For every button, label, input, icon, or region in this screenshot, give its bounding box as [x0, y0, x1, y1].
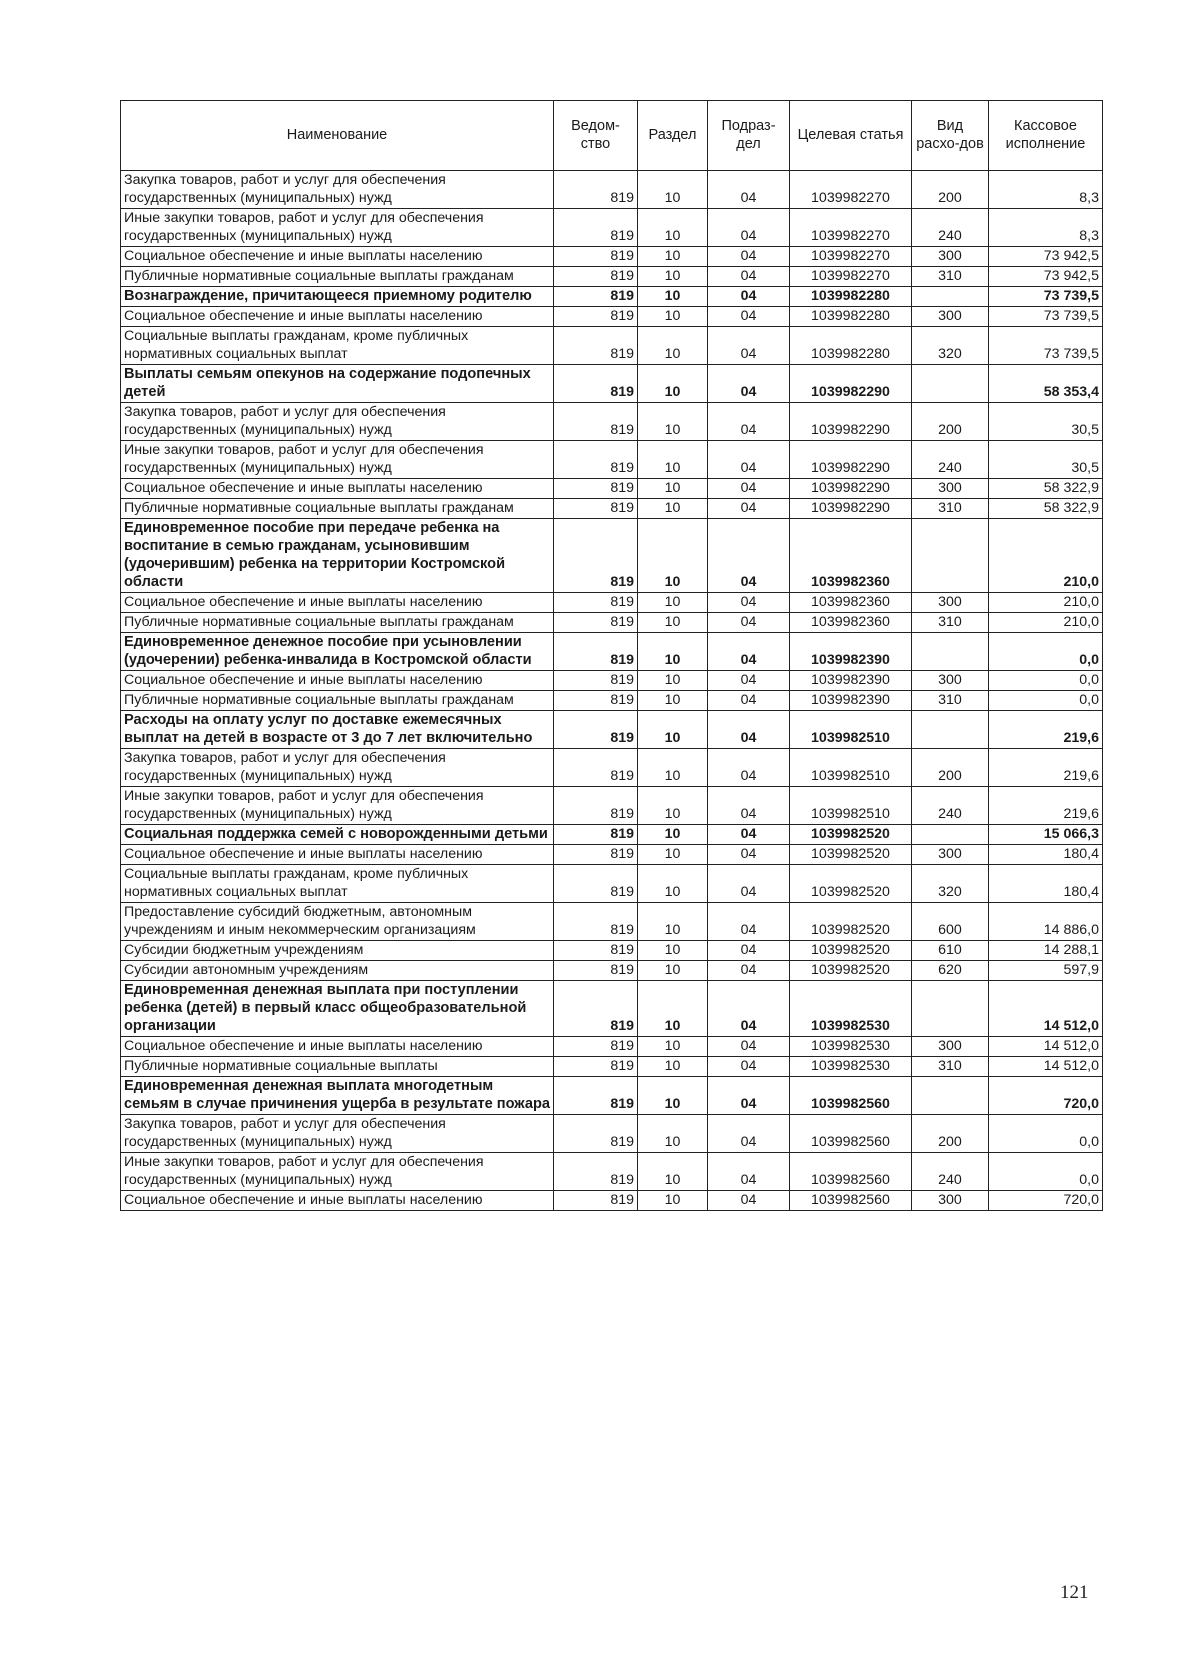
cell-dept: 819: [554, 327, 638, 365]
cell-amount: 14 512,0: [989, 981, 1103, 1037]
cell-dept: 819: [554, 1077, 638, 1115]
cell-subsection: 04: [708, 287, 790, 307]
cell-type: 240: [912, 441, 989, 479]
cell-type: [912, 825, 989, 845]
table-row: [121, 941, 1103, 961]
cell-target: 1039982270: [790, 209, 912, 247]
cell-section: 10: [638, 499, 708, 519]
cell-subsection: 04: [708, 845, 790, 865]
cell-name: Единовременная денежная выплата многодетным семьям в случае причинения ущерба в результате пожара: [121, 1077, 554, 1115]
cell-type: 310: [912, 613, 989, 633]
cell-dept: 819: [554, 287, 638, 307]
table-row: [121, 711, 1103, 749]
cell-name: Публичные нормативные социальные выплаты гражданам: [121, 613, 554, 633]
table-row: [121, 209, 1103, 247]
cell-dept: 819: [554, 365, 638, 403]
cell-section: 10: [638, 327, 708, 365]
table-row: [121, 691, 1103, 711]
cell-amount: 720,0: [989, 1077, 1103, 1115]
cell-dept: 819: [554, 903, 638, 941]
cell-type: 300: [912, 1191, 989, 1211]
cell-target: 1039982280: [790, 287, 912, 307]
cell-subsection: 04: [708, 981, 790, 1037]
table-row: [121, 287, 1103, 307]
cell-dept: 819: [554, 307, 638, 327]
cell-name: Субсидии бюджетным учреждениям: [121, 941, 554, 961]
cell-type: 620: [912, 961, 989, 981]
cell-target: 1039982520: [790, 903, 912, 941]
cell-amount: 58 353,4: [989, 365, 1103, 403]
cell-target: 1039982560: [790, 1077, 912, 1115]
cell-target: 1039982290: [790, 499, 912, 519]
table-row: [121, 441, 1103, 479]
cell-name: Социальное обеспечение и иные выплаты населению: [121, 307, 554, 327]
cell-section: 10: [638, 365, 708, 403]
table-row: [121, 171, 1103, 209]
cell-subsection: 04: [708, 519, 790, 593]
cell-subsection: 04: [708, 1077, 790, 1115]
cell-type: 240: [912, 787, 989, 825]
cell-type: 300: [912, 479, 989, 499]
cell-section: 10: [638, 403, 708, 441]
cell-section: 10: [638, 247, 708, 267]
cell-section: 10: [638, 845, 708, 865]
header-row: [121, 101, 1103, 171]
cell-type: 300: [912, 1037, 989, 1057]
cell-name: Закупка товаров, работ и услуг для обеспечения государственных (муниципальных) нужд: [121, 1115, 554, 1153]
cell-dept: 819: [554, 961, 638, 981]
cell-name: Выплаты семьям опекунов на содержание подопечных детей: [121, 365, 554, 403]
cell-subsection: 04: [708, 941, 790, 961]
table-row: [121, 825, 1103, 845]
cell-dept: 819: [554, 671, 638, 691]
cell-type: 300: [912, 671, 989, 691]
cell-type: 300: [912, 593, 989, 613]
cell-name: Социальное обеспечение и иные выплаты населению: [121, 593, 554, 613]
cell-amount: 58 322,9: [989, 499, 1103, 519]
cell-section: 10: [638, 1115, 708, 1153]
cell-target: 1039982290: [790, 365, 912, 403]
cell-type: [912, 981, 989, 1037]
cell-dept: 819: [554, 593, 638, 613]
table-row: [121, 593, 1103, 613]
cell-name: Социальное обеспечение и иные выплаты населению: [121, 1191, 554, 1211]
cell-target: 1039982510: [790, 711, 912, 749]
table-header: [121, 101, 1103, 171]
cell-amount: 73 739,5: [989, 287, 1103, 307]
cell-section: 10: [638, 981, 708, 1037]
cell-amount: 210,0: [989, 593, 1103, 613]
cell-dept: 819: [554, 1153, 638, 1191]
cell-amount: 219,6: [989, 787, 1103, 825]
cell-subsection: 04: [708, 787, 790, 825]
budget-execution-table: [120, 100, 1103, 1211]
cell-target: 1039982390: [790, 671, 912, 691]
cell-section: 10: [638, 171, 708, 209]
cell-section: 10: [638, 825, 708, 845]
cell-type: [912, 633, 989, 671]
cell-amount: 14 886,0: [989, 903, 1103, 941]
cell-subsection: 04: [708, 1057, 790, 1077]
cell-type: 300: [912, 307, 989, 327]
cell-subsection: 04: [708, 171, 790, 209]
table-row: [121, 981, 1103, 1037]
cell-dept: 819: [554, 981, 638, 1037]
table-row: [121, 961, 1103, 981]
cell-type: 200: [912, 171, 989, 209]
cell-amount: 73 942,5: [989, 267, 1103, 287]
cell-section: 10: [638, 691, 708, 711]
cell-section: 10: [638, 1191, 708, 1211]
cell-target: 1039982270: [790, 267, 912, 287]
table-row: [121, 903, 1103, 941]
cell-type: [912, 711, 989, 749]
cell-amount: 14 512,0: [989, 1037, 1103, 1057]
cell-name: Социальные выплаты гражданам, кроме публичных нормативных социальных выплат: [121, 865, 554, 903]
cell-section: 10: [638, 633, 708, 671]
cell-dept: 819: [554, 209, 638, 247]
header-section: Раздел: [638, 101, 708, 171]
cell-name: Расходы на оплату услуг по доставке ежемесячных выплат на детей в возрасте от 3 до 7 лет включительно: [121, 711, 554, 749]
table-row: [121, 1115, 1103, 1153]
cell-amount: 0,0: [989, 691, 1103, 711]
cell-dept: 819: [554, 403, 638, 441]
cell-target: 1039982560: [790, 1115, 912, 1153]
cell-subsection: 04: [708, 671, 790, 691]
cell-target: 1039982520: [790, 845, 912, 865]
cell-dept: 819: [554, 711, 638, 749]
cell-type: 200: [912, 403, 989, 441]
cell-target: 1039982280: [790, 327, 912, 365]
cell-subsection: 04: [708, 711, 790, 749]
cell-amount: 14 512,0: [989, 1057, 1103, 1077]
cell-type: [912, 519, 989, 593]
cell-target: 1039982290: [790, 441, 912, 479]
cell-type: [912, 365, 989, 403]
cell-target: 1039982520: [790, 825, 912, 845]
cell-amount: 73 942,5: [989, 247, 1103, 267]
cell-name: Субсидии автономным учреждениям: [121, 961, 554, 981]
cell-name: Закупка товаров, работ и услуг для обеспечения государственных (муниципальных) нужд: [121, 749, 554, 787]
cell-dept: 819: [554, 1057, 638, 1077]
cell-dept: 819: [554, 633, 638, 671]
cell-dept: 819: [554, 247, 638, 267]
cell-name: Публичные нормативные социальные выплаты гражданам: [121, 267, 554, 287]
cell-section: 10: [638, 1077, 708, 1115]
table-row: [121, 865, 1103, 903]
cell-type: 300: [912, 247, 989, 267]
cell-dept: 819: [554, 941, 638, 961]
header-type: Вид расхо-дов: [912, 101, 989, 171]
cell-type: 200: [912, 1115, 989, 1153]
cell-target: 1039982520: [790, 941, 912, 961]
cell-section: 10: [638, 711, 708, 749]
cell-name: Публичные нормативные социальные выплаты: [121, 1057, 554, 1077]
cell-dept: 819: [554, 691, 638, 711]
table-row: [121, 671, 1103, 691]
cell-target: 1039982290: [790, 403, 912, 441]
cell-dept: 819: [554, 845, 638, 865]
cell-subsection: 04: [708, 209, 790, 247]
cell-type: 300: [912, 845, 989, 865]
cell-subsection: 04: [708, 961, 790, 981]
cell-target: 1039982560: [790, 1191, 912, 1211]
cell-dept: 819: [554, 1115, 638, 1153]
header-amount: Кассовое исполнение: [989, 101, 1103, 171]
cell-amount: 0,0: [989, 1153, 1103, 1191]
cell-dept: 819: [554, 441, 638, 479]
cell-section: 10: [638, 941, 708, 961]
cell-subsection: 04: [708, 479, 790, 499]
cell-target: 1039982560: [790, 1153, 912, 1191]
cell-subsection: 04: [708, 327, 790, 365]
cell-section: 10: [638, 865, 708, 903]
table-row: [121, 267, 1103, 287]
header-name: Наименование: [121, 101, 554, 171]
cell-dept: 819: [554, 787, 638, 825]
cell-section: 10: [638, 961, 708, 981]
cell-amount: 14 288,1: [989, 941, 1103, 961]
cell-amount: 73 739,5: [989, 327, 1103, 365]
cell-subsection: 04: [708, 749, 790, 787]
cell-subsection: 04: [708, 865, 790, 903]
cell-subsection: 04: [708, 441, 790, 479]
table-row: [121, 749, 1103, 787]
cell-type: 320: [912, 327, 989, 365]
cell-amount: 73 739,5: [989, 307, 1103, 327]
cell-name: Закупка товаров, работ и услуг для обеспечения государственных (муниципальных) нужд: [121, 171, 554, 209]
cell-section: 10: [638, 441, 708, 479]
cell-subsection: 04: [708, 499, 790, 519]
cell-amount: 597,9: [989, 961, 1103, 981]
cell-amount: 8,3: [989, 171, 1103, 209]
cell-subsection: 04: [708, 903, 790, 941]
cell-target: 1039982280: [790, 307, 912, 327]
cell-amount: 15 066,3: [989, 825, 1103, 845]
table-row: [121, 403, 1103, 441]
cell-subsection: 04: [708, 1037, 790, 1057]
cell-type: 310: [912, 499, 989, 519]
cell-dept: 819: [554, 1037, 638, 1057]
cell-dept: 819: [554, 613, 638, 633]
cell-amount: 30,5: [989, 441, 1103, 479]
cell-dept: 819: [554, 519, 638, 593]
cell-section: 10: [638, 1037, 708, 1057]
cell-section: 10: [638, 479, 708, 499]
cell-dept: 819: [554, 825, 638, 845]
table-row: [121, 307, 1103, 327]
cell-dept: 819: [554, 1191, 638, 1211]
cell-subsection: 04: [708, 267, 790, 287]
cell-name: Социальное обеспечение и иные выплаты населению: [121, 845, 554, 865]
cell-section: 10: [638, 593, 708, 613]
cell-dept: 819: [554, 479, 638, 499]
cell-type: [912, 287, 989, 307]
cell-type: 310: [912, 691, 989, 711]
cell-dept: 819: [554, 171, 638, 209]
cell-name: Иные закупки товаров, работ и услуг для обеспечения государственных (муниципальных) нужд: [121, 441, 554, 479]
cell-section: 10: [638, 209, 708, 247]
table-row: [121, 1191, 1103, 1211]
cell-dept: 819: [554, 749, 638, 787]
cell-section: 10: [638, 1057, 708, 1077]
table-row: [121, 499, 1103, 519]
cell-name: Закупка товаров, работ и услуг для обеспечения государственных (муниципальных) нужд: [121, 403, 554, 441]
cell-amount: 180,4: [989, 865, 1103, 903]
table-row: [121, 479, 1103, 499]
cell-type: 240: [912, 209, 989, 247]
cell-section: 10: [638, 903, 708, 941]
cell-target: 1039982530: [790, 1037, 912, 1057]
table-row: [121, 1077, 1103, 1115]
cell-section: 10: [638, 287, 708, 307]
cell-target: 1039982270: [790, 171, 912, 209]
header-target: Целевая статья: [790, 101, 912, 171]
cell-section: 10: [638, 613, 708, 633]
cell-name: Социальное обеспечение и иные выплаты населению: [121, 1037, 554, 1057]
cell-name: Иные закупки товаров, работ и услуг для обеспечения государственных (муниципальных) нужд: [121, 209, 554, 247]
cell-name: Единовременное пособие при передаче ребенка на воспитание в семью гражданам, усыновившим (удочерившим) ребенка на территории Костромской области: [121, 519, 554, 593]
cell-amount: 0,0: [989, 633, 1103, 671]
cell-subsection: 04: [708, 365, 790, 403]
cell-subsection: 04: [708, 691, 790, 711]
table-row: [121, 845, 1103, 865]
table-row: [121, 365, 1103, 403]
cell-type: 600: [912, 903, 989, 941]
cell-target: 1039982510: [790, 749, 912, 787]
table-row: [121, 787, 1103, 825]
cell-amount: 210,0: [989, 519, 1103, 593]
cell-subsection: 04: [708, 613, 790, 633]
table-row: [121, 613, 1103, 633]
header-subsection: Подраз-дел: [708, 101, 790, 171]
cell-target: 1039982520: [790, 865, 912, 903]
table-row: [121, 633, 1103, 671]
cell-section: 10: [638, 267, 708, 287]
cell-type: [912, 1077, 989, 1115]
cell-dept: 819: [554, 865, 638, 903]
cell-amount: 0,0: [989, 1115, 1103, 1153]
cell-section: 10: [638, 1153, 708, 1191]
cell-subsection: 04: [708, 825, 790, 845]
cell-type: 240: [912, 1153, 989, 1191]
cell-section: 10: [638, 519, 708, 593]
cell-target: 1039982520: [790, 961, 912, 981]
cell-amount: 720,0: [989, 1191, 1103, 1211]
page-number: 121: [1060, 1582, 1089, 1603]
cell-amount: 8,3: [989, 209, 1103, 247]
cell-target: 1039982270: [790, 247, 912, 267]
cell-name: Единовременное денежное пособие при усыновлении (удочерении) ребенка-инвалида в Костромской области: [121, 633, 554, 671]
cell-target: 1039982360: [790, 613, 912, 633]
cell-amount: 219,6: [989, 749, 1103, 787]
table-row: [121, 519, 1103, 593]
cell-section: 10: [638, 749, 708, 787]
table-row: [121, 1057, 1103, 1077]
cell-subsection: 04: [708, 247, 790, 267]
table-row: [121, 327, 1103, 365]
cell-amount: 58 322,9: [989, 479, 1103, 499]
header-dept: Ведом-ство: [554, 101, 638, 171]
cell-name: Социальное обеспечение и иные выплаты населению: [121, 479, 554, 499]
cell-dept: 819: [554, 499, 638, 519]
cell-name: Единовременная денежная выплата при поступлении ребенка (детей) в первый класс общеобразовательной организации: [121, 981, 554, 1037]
cell-target: 1039982510: [790, 787, 912, 825]
cell-name: Предоставление субсидий бюджетным, автономным учреждениям и иным некоммерческим организациям: [121, 903, 554, 941]
cell-dept: 819: [554, 267, 638, 287]
cell-target: 1039982390: [790, 633, 912, 671]
cell-subsection: 04: [708, 1115, 790, 1153]
table-body: [121, 171, 1103, 1211]
cell-target: 1039982360: [790, 519, 912, 593]
cell-name: Социальное обеспечение и иные выплаты населению: [121, 247, 554, 267]
cell-subsection: 04: [708, 307, 790, 327]
cell-amount: 0,0: [989, 671, 1103, 691]
cell-subsection: 04: [708, 403, 790, 441]
cell-amount: 180,4: [989, 845, 1103, 865]
cell-name: Публичные нормативные социальные выплаты гражданам: [121, 691, 554, 711]
cell-target: 1039982530: [790, 981, 912, 1037]
cell-name: Социальные выплаты гражданам, кроме публичных нормативных социальных выплат: [121, 327, 554, 365]
cell-section: 10: [638, 787, 708, 825]
cell-type: 320: [912, 865, 989, 903]
table-row: [121, 1037, 1103, 1057]
cell-target: 1039982360: [790, 593, 912, 613]
cell-subsection: 04: [708, 633, 790, 671]
cell-amount: 30,5: [989, 403, 1103, 441]
cell-subsection: 04: [708, 593, 790, 613]
cell-name: Иные закупки товаров, работ и услуг для обеспечения государственных (муниципальных) нужд: [121, 1153, 554, 1191]
cell-section: 10: [638, 307, 708, 327]
cell-name: Иные закупки товаров, работ и услуг для обеспечения государственных (муниципальных) нужд: [121, 787, 554, 825]
table-row: [121, 247, 1103, 267]
cell-type: 310: [912, 1057, 989, 1077]
cell-type: 310: [912, 267, 989, 287]
cell-type: 610: [912, 941, 989, 961]
cell-name: Вознаграждение, причитающееся приемному родителю: [121, 287, 554, 307]
cell-name: Социальное обеспечение и иные выплаты населению: [121, 671, 554, 691]
cell-target: 1039982290: [790, 479, 912, 499]
cell-target: 1039982530: [790, 1057, 912, 1077]
cell-amount: 219,6: [989, 711, 1103, 749]
cell-amount: 210,0: [989, 613, 1103, 633]
cell-name: Социальная поддержка семей с новорожденными детьми: [121, 825, 554, 845]
cell-subsection: 04: [708, 1153, 790, 1191]
cell-section: 10: [638, 671, 708, 691]
cell-subsection: 04: [708, 1191, 790, 1211]
cell-type: 200: [912, 749, 989, 787]
table-row: [121, 1153, 1103, 1191]
cell-name: Публичные нормативные социальные выплаты гражданам: [121, 499, 554, 519]
cell-target: 1039982390: [790, 691, 912, 711]
